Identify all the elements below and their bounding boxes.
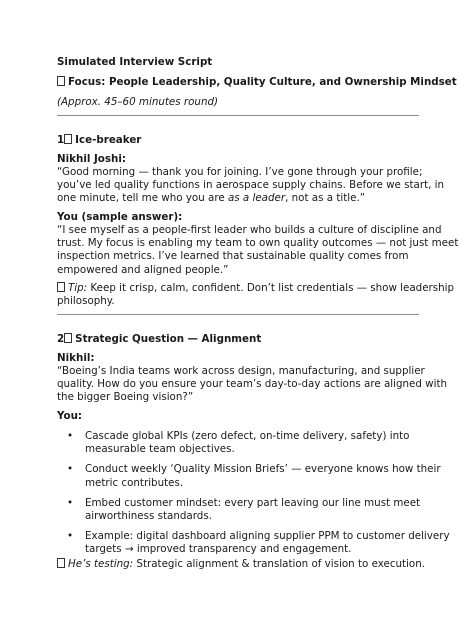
text-line	[57, 192, 419, 205]
focus-text: Focus: People Leadership, Quality Culture, and Ownership Mindset	[68, 76, 457, 88]
tip-note	[57, 282, 455, 308]
tip-label: Tip:	[68, 282, 88, 294]
text-line: targets → improved transparency and engagement.	[85, 543, 352, 556]
emphasis-text: as a leader	[227, 192, 286, 205]
list-item	[57, 463, 441, 489]
testing-label: He’s testing:	[68, 558, 134, 570]
list-item	[57, 430, 419, 456]
list-item	[57, 530, 450, 556]
text-span: Keep it crisp, calm, confident. Don’t list credentials — show leadership	[87, 282, 455, 294]
speaker-candidate: You:	[57, 410, 83, 422]
divider	[57, 115, 419, 116]
text-span: one minute, tell me who you are	[57, 192, 228, 205]
text-line: “Boeing’s India teams work across design, manufacturing, and supplier	[57, 365, 425, 377]
section-title: Strategic Question — Alignment	[75, 333, 262, 345]
text-line	[57, 558, 426, 571]
text-line: Example: digital dashboard aligning supplier PPM to customer delivery	[85, 530, 450, 543]
bullet-dot-icon: •	[67, 430, 74, 442]
text-line: “I see myself as a people-first leader who builds a culture of discipline and	[57, 224, 442, 236]
interviewer-question	[57, 166, 445, 206]
text-line: the bigger Boeing vision?”	[57, 391, 194, 404]
duration-note: (Approx. 45–60 minutes round)	[57, 96, 219, 108]
bullet-dot-icon: •	[67, 463, 74, 476]
text-line: you’ve led quality functions in aerospace supply chains. Before we start, in	[57, 179, 445, 192]
section-heading-alignment	[57, 333, 261, 346]
list-item	[57, 497, 419, 523]
box-glyph-icon	[64, 134, 72, 144]
text-line: metric contributes.	[85, 476, 184, 489]
text-line	[57, 282, 455, 295]
text-line: Cascade global KPIs (zero defect, on-time delivery, safety) into	[85, 430, 410, 442]
text-line: empowered and aligned people.”	[57, 263, 229, 276]
testing-note	[57, 558, 426, 571]
text-line: philosophy.	[57, 295, 115, 308]
focus-line	[57, 76, 457, 89]
speaker-interviewer: Nikhil Joshi:	[57, 153, 126, 165]
interviewer-question	[57, 365, 448, 405]
speaker-candidate: You (sample answer):	[57, 211, 183, 223]
box-glyph-icon	[57, 76, 65, 86]
box-glyph-icon	[64, 333, 72, 343]
speaker-interviewer: Nikhil:	[57, 352, 95, 364]
bullet-dot-icon: •	[67, 530, 74, 543]
box-glyph-icon	[57, 282, 65, 292]
candidate-answer	[57, 224, 459, 277]
divider	[57, 314, 419, 315]
document-title: Simulated Interview Script	[57, 56, 213, 68]
section-number: 1	[57, 134, 65, 146]
text-line: Embed customer mindset: every part leaving our line must meet	[85, 496, 421, 509]
text-line: measurable team objectives.	[85, 443, 235, 456]
section-title: Ice-breaker	[75, 134, 142, 146]
bullet-dot-icon: •	[67, 496, 74, 509]
text-span: Strategic alignment & translation of vision to execution.	[133, 558, 426, 570]
text-line: trust. My focus is enabling my team to own quality outcomes — not just meet	[57, 237, 459, 250]
box-glyph-icon	[57, 558, 65, 568]
section-number: 2	[57, 333, 65, 345]
text-span: , not as a title.”	[285, 192, 366, 205]
text-line: quality. How do you ensure your team’s day-to-day actions are aligned with	[57, 378, 448, 391]
text-line: “Good morning — thank you for joining. I’ve gone through your profile;	[57, 166, 423, 178]
text-line: airworthiness standards.	[85, 510, 212, 523]
text-line: Conduct weekly ‘Quality Mission Briefs’ — everyone knows how their	[85, 463, 441, 476]
section-heading-icebreaker	[57, 134, 141, 147]
text-line: inspection metrics. I’ve learned that sustainable quality comes from	[57, 250, 409, 263]
